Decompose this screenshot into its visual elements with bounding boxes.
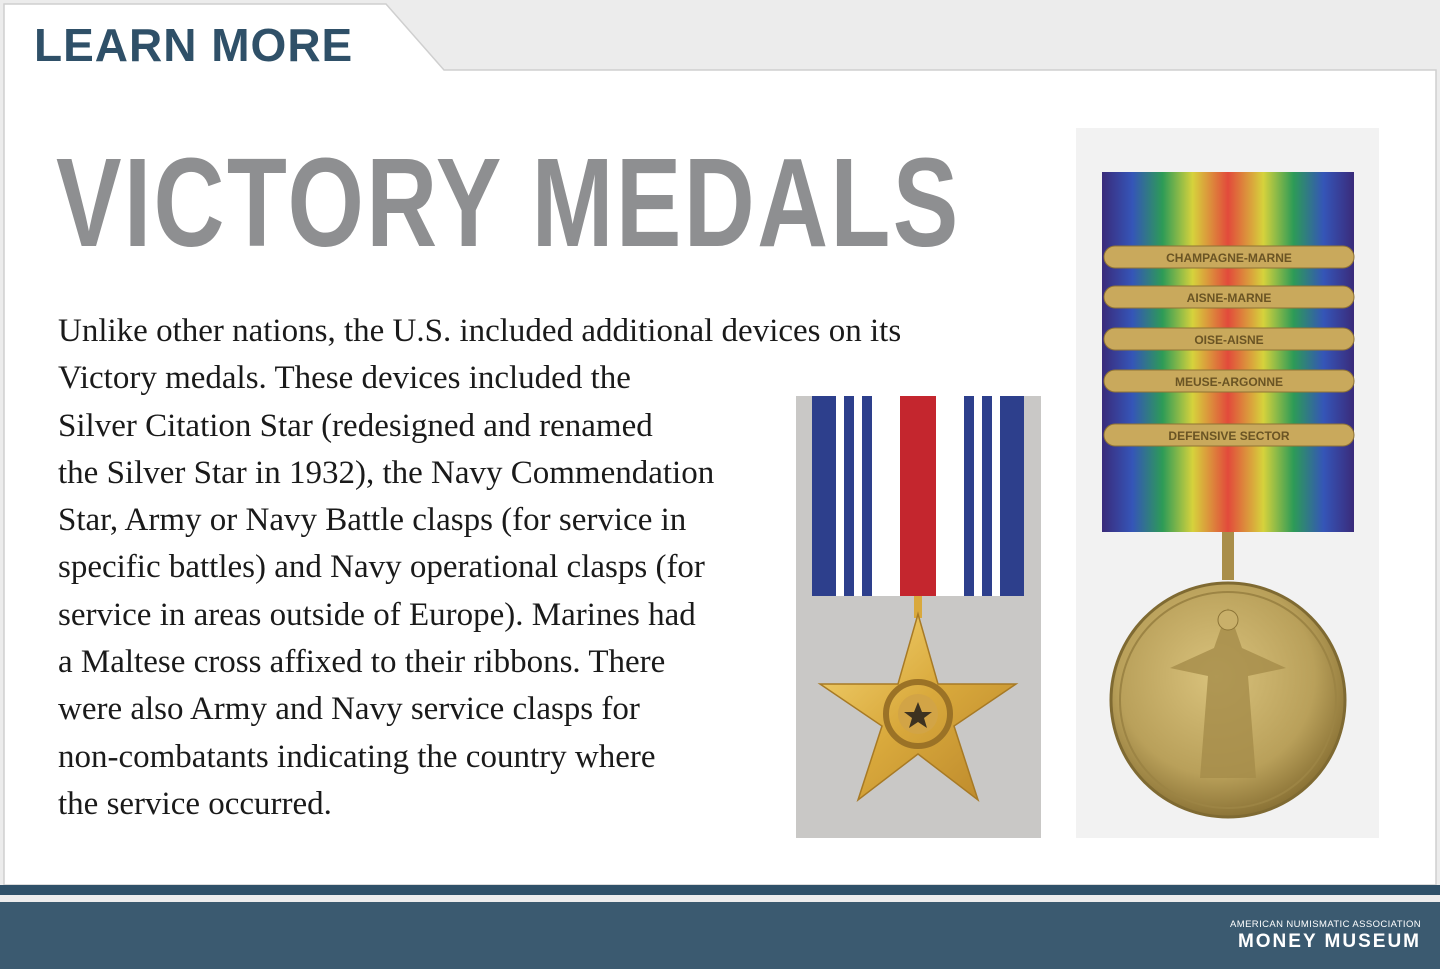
body-line: were also Army and Navy service clasps for — [58, 691, 640, 728]
clasp-label: AISNE-MARNE — [1186, 291, 1272, 305]
silver-star-medal-photo — [796, 396, 1041, 838]
footer-band — [0, 902, 1440, 969]
museum-logo: MONEY MUSEUM — [1237, 931, 1421, 952]
victory-medal-photo — [1076, 128, 1379, 838]
body-line: a Maltese cross affixed to their ribbons. There — [58, 644, 666, 681]
body-line: Unlike other nations, the U.S. included additional devices on its — [58, 313, 902, 349]
body-line: the service occurred. — [58, 785, 332, 822]
body-line: Victory medals. These devices included the — [58, 360, 631, 397]
page-title: VICTORY MEDALS — [56, 132, 961, 273]
body-line: non-combatants indicating the country where — [58, 738, 656, 775]
org-name: AMERICAN NUMISMATIC ASSOCIATION — [1230, 919, 1421, 930]
body-line: Star, Army or Navy Battle clasps (for service in — [58, 502, 687, 539]
body-line: specific battles) and Navy operational clasps (for — [58, 549, 705, 586]
body-line: the Silver Star in 1932), the Navy Commendation — [58, 454, 715, 491]
clasp-label: MEUSE-ARGONNE — [1174, 375, 1284, 389]
learn-more-tab: LEARN MORE — [34, 19, 354, 71]
body-line: service in areas outside of Europe). Marines had — [58, 596, 696, 633]
clasp-label: OISE-AISNE — [1194, 333, 1264, 347]
body-line: Silver Citation Star (redesigned and renamed — [58, 407, 653, 444]
clasp-label: DEFENSIVE SECTOR — [1168, 429, 1290, 443]
body-paragraph — [58, 308, 901, 828]
footer-divider — [0, 885, 1440, 895]
clasp-label: CHAMPAGNE-MARNE — [1166, 251, 1292, 265]
